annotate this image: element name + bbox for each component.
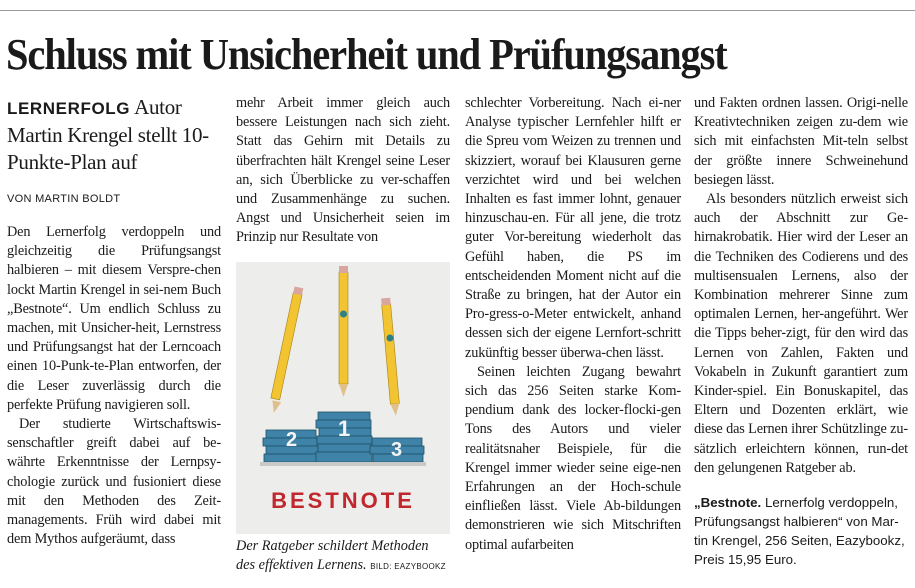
paragraph: mehr Arbeit immer gleich auch bessere Leistungen nach sich zieht. Statt das Gehirn mit Details zu überfrachten hält Krengel seine Leser an, sich Überblicke zu ver-schaffen und Zusammenhänge zu suchen. Angst und Unsicherheit seien im Prinzip nur Resultate von (236, 95, 450, 246)
column-4 (694, 94, 908, 569)
pencil-icon (339, 266, 348, 397)
info-text: Lernerfolg verdoppeln, Prüfungsangst halbieren“ von Mar-tin Krengel, 256 Seiten, Eazybookz, Preis 15,95 Euro. (694, 495, 905, 568)
paragraph: Seinen leichten Zugang bewahrt sich das 256 Seiten starke Kom-pendium dank des locker-flocki-gen Tons des Autors und vieler realitätsnaher Beispiele, für die Krengel immer wieder seine eige-nen Erfahrungen an der Hoch-schule einfließen lässt. Viele Ab-bildungen demonstrieren wie sich Mitschriften optimal aufarbeiten (465, 363, 681, 553)
paragraph: schlechter Vorbereitung. Nach ei-ner Analyse typischer Lernfehler hilft er die Spreu vom Weizen zu trennen und skizziert, worauf bei Klausuren gerne verzichtet wird und bei welchen Inhalten es fast immer lohnt, genauer hinzuschau-en. Für all jene, die trotz guter Vor-bereitung wiederholt das Gefühl haben, die PS im entscheidenden Moment nicht auf die Straße zu bringen, hat der Autor ein Pro-gress-o-Meter entwickelt, anhand dessen sich der eigene Lernfort-schritt zukünftig besser überwa-chen lässt. (465, 95, 681, 361)
headline: Schluss mit Unsicherheit und Prüfungsangst (6, 30, 727, 79)
podium-number: 2 (286, 428, 298, 451)
column-1 (7, 94, 221, 549)
byline: VON MARTIN BOLDT (7, 193, 121, 205)
pencil-icon (381, 297, 400, 415)
subheadline (7, 94, 221, 176)
pencil-icon (270, 286, 303, 413)
subheadline-text: Autor Martin Krengel stellt 10-Punkte-Plan auf (7, 95, 209, 174)
image-credit: BILD: EAZYBOOKZ (370, 561, 446, 571)
podium-number: 3 (391, 438, 403, 461)
book-cover-image (236, 262, 450, 534)
paragraph: Der studierte Wirtschaftswis-senschaftler greift dabei auf be-währte Erkenntnisse der Lernpsy-chologie zurück und fusioniert diese mit den Methoden des Zeit-managements. Früh wird dabei mit dem Mythos aufgeräumt, dass (7, 416, 221, 548)
caption-text: Der Ratgeber schildert Methoden des effektiven Lernens. (236, 537, 429, 573)
info-title: „Bestnote. (694, 495, 762, 511)
top-rule (0, 10, 915, 11)
image-caption (236, 537, 450, 576)
podium-number: 1 (338, 415, 351, 441)
book-info-box (694, 493, 908, 569)
column-3 (465, 94, 681, 555)
column-2 (236, 94, 450, 576)
paragraph: Den Lernerfolg verdoppeln und gleichzeitig die Prüfungsangst halbieren – mit diesem Verspre-chen lockt Martin Krengel in sei-nem Buch „Bestnote“. Um endlich Schluss zu machen, mit Unsicher-heit, Lernstress und Prüfungsangst hat der Lerncoach einen 10-Punk-te-Plan entworfen, der die Leser zuverlässig durch die perfekte Prüfung navigieren soll. (7, 224, 221, 413)
paragraph: Als besonders nützlich erweist sich auch der Abschnitt zur Ge-hirnakrobatik. Hier wird der Leser an die Techniken des Codierens und des multisensualen Lernens, also der Kombination mehrerer Sinne zum optimalen Lernen, her-angeführt. Wer die Tipps beher-zigt, für den wird das Lernen von Zahlen, Fakten und Vokabeln in Zukunft garantiert zum Kinder-spiel. Ein Bonuskapitel, das Eltern und Dozenten erklärt, wie diese das Lernen ihrer Schützlinge zu-sätzlich erleichtern können, run-det den gelungenen Ratgeber ab. (694, 191, 908, 476)
paragraph: und Fakten ordnen lassen. Origi-nelle Kreativtechniken zeigen zu-dem wie sich mit einfachsten Mit-teln selbst der größte innere Schweinehund besiegen lässt. (694, 95, 908, 188)
kicker: LERNERFOLG (7, 99, 131, 118)
book-title: BESTNOTE (271, 487, 415, 513)
